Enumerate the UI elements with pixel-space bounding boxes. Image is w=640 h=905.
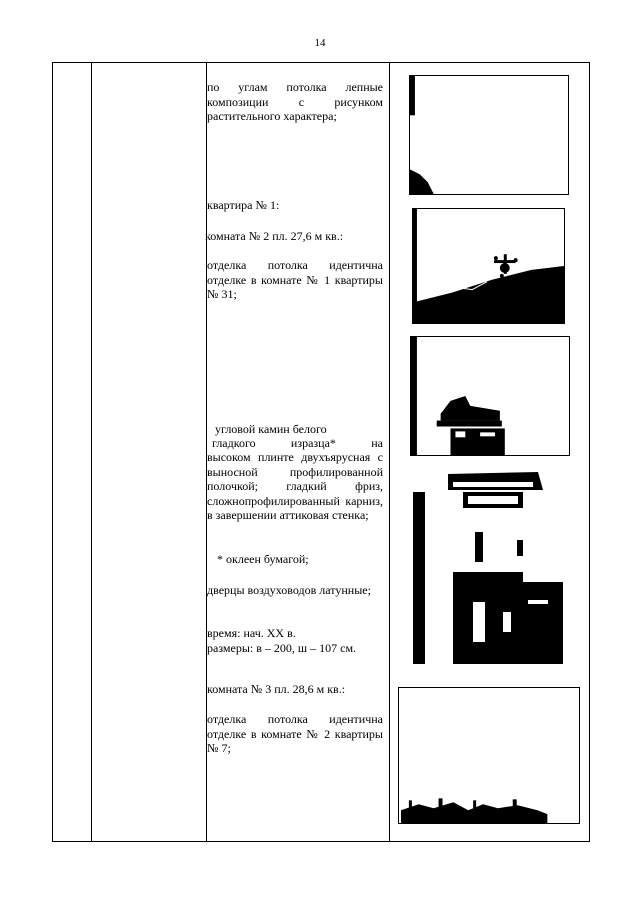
column-divider-1 xyxy=(91,63,92,841)
text-time: время: нач. XX в. xyxy=(207,626,296,640)
column-divider-3 xyxy=(389,63,390,841)
text-ceiling-corners: по углам потолка лепные композиции с рисунком растительного характера; xyxy=(207,80,383,123)
photo-ceiling-room-3 xyxy=(398,687,580,824)
text-fireplace-line-2: гладкого изразца* на xyxy=(212,436,383,450)
photo-ceiling-corner-image xyxy=(410,76,568,194)
text-ceiling-room-2: отделка потолка идентична отделке в комнате № 1 квартиры № 31; xyxy=(207,258,383,301)
photo-ceiling-room-2-image xyxy=(413,209,564,323)
photo-fireplace-top-image xyxy=(411,337,569,455)
text-size: размеры: в – 200, ш – 107 см. xyxy=(207,641,357,655)
text-fireplace-line-1: угловой камин белого xyxy=(215,422,327,436)
photo-ceiling-room-3-image xyxy=(399,688,579,823)
text-fireplace-note: * оклеен бумагой; xyxy=(217,552,309,566)
photo-fireplace-full xyxy=(413,462,563,664)
text-apartment-1: квартира № 1: xyxy=(207,198,280,212)
photo-ceiling-corner xyxy=(409,75,569,195)
text-fireplace-description: высоком плинте двухъярусная с выносной профилированной полочкой; гладкий фриз, сложнопрофилированный карниз, в завершении аттиковая стенка; xyxy=(207,450,383,522)
photo-fireplace-full-image xyxy=(413,462,563,664)
text-room-2: комната № 2 пл. 27,6 м кв.: xyxy=(205,229,344,243)
text-vent-doors: дверцы воздуховодов латунные; xyxy=(207,583,371,597)
page-number: 14 xyxy=(314,37,326,49)
photo-fireplace-top xyxy=(410,336,570,456)
text-room-3: комната № 3 пл. 28,6 м кв.: xyxy=(207,682,346,696)
photo-ceiling-room-2 xyxy=(412,208,565,324)
text-ceiling-room-3: отделка потолка идентична отделке в комнате № 2 квартиры № 7; xyxy=(207,712,383,755)
